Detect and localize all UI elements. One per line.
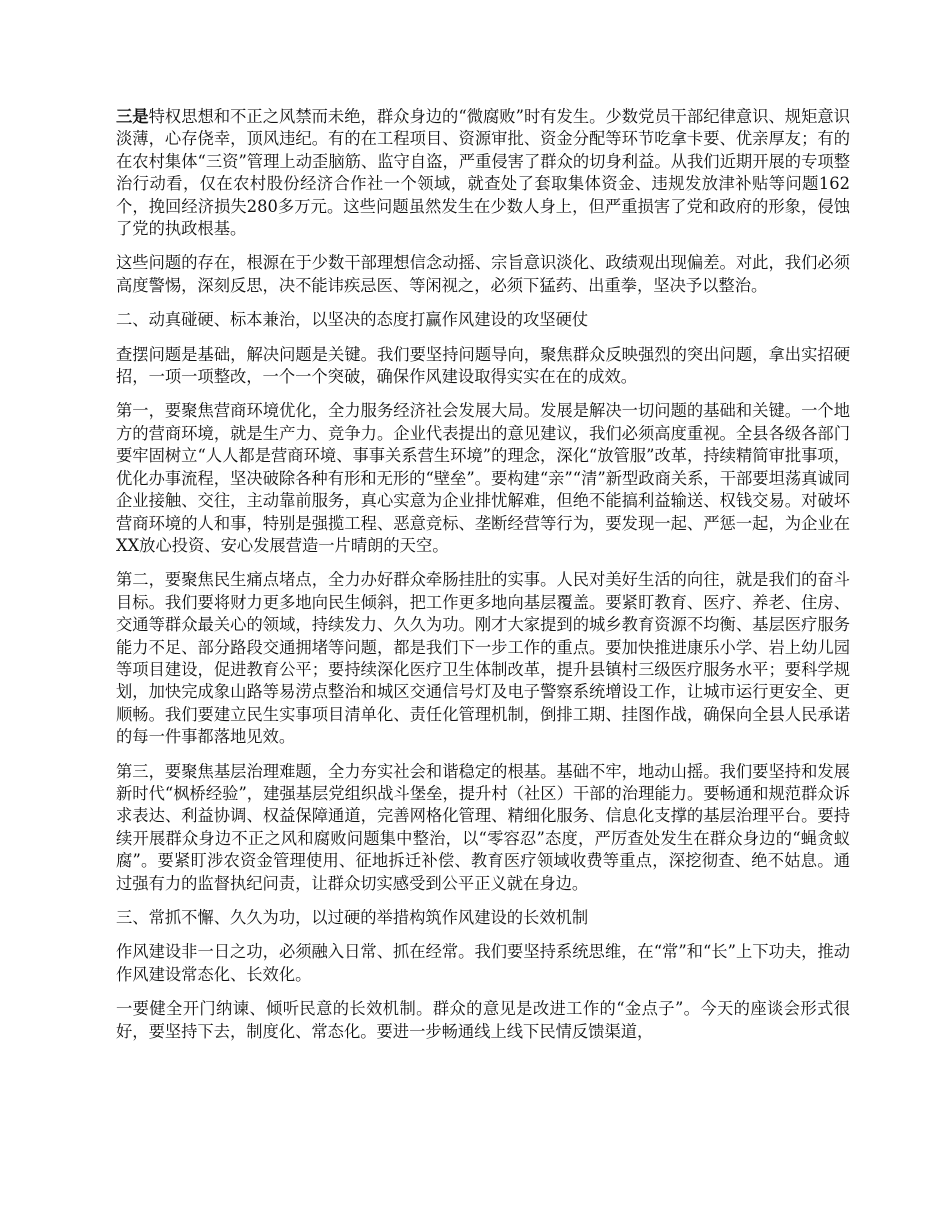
paragraph-livelihood: 第二，要聚焦民生痛点堵点，全力办好群众牵肠挂肚的实事。人民对美好生活的向往，就是我们的奋斗目标。我们要将财力更多地向民生倾斜，把工作更多地向基层覆盖。要紧盯教育、医疗、养老、住房、交通等群众最关心的领域，持续发力、久久为功。刚才大家提到的城乡教育资源不均衡、基层医疗服务能力不足、部分路段交通拥堵等问题，都是我们下一步工作的重点。要加快推进康乐小学、岩上幼儿园等项目建设，促进教育公平；要持续深化医疗卫生体制改革，提升县镇村三级医疗服务水平；要科学规划，加快完成象山路等易涝点整治和城区交通信号灯及电子警察系统增设工作，让城市运行更安全、更顺畅。我们要建立民生实事项目清单化、责任化管理机制，倒排工期、挂图作战，确保向全县人民承诺的每一件事都落地见效。: [116, 570, 850, 747]
section-heading-two: 二、动真碰硬、标本兼治，以坚决的态度打赢作风建设的攻坚硬仗: [116, 310, 589, 330]
paragraph-lead: 三是: [116, 107, 149, 126]
paragraph-root-causes: 这些问题的存在，根源在于少数干部理想信念动摇、宗旨意识淡化、政绩观出现偏差。对此，我们必须高度警惕，深刻反思，决不能讳疾忌医、等闲视之，必须下猛药、出重拳，坚决予以整治。: [116, 253, 850, 295]
paragraph-long-term: 作风建设非一日之功，必须融入日常、抓在经常。我们要坚持系统思维，在“常”和“长”上下功夫，推动作风建设常态化、长效化。: [116, 942, 850, 984]
paragraph-problem-orientation: 查摆问题是基础，解决问题是关键。我们要坚持问题导向，聚焦群众反映强烈的突出问题，拿出实招硬招，一项一项整改，一个一个突破，确保作风建设取得实实在在的成效。: [116, 344, 850, 387]
paragraph-business-environment: 第一，要聚焦营商环境优化，全力服务经济社会发展大局。发展是解决一切问题的基础和关键。一个地方的营商环境，就是生产力、竞争力。企业代表提出的意见建议，我们必须高度重视。全县各级各部门要牢固树立“人人都是营商环境、事事关系营生环境”的理念，深化“放管服”改革，持续精简审批事项，优化办事流程，坚决破除各种有形和无形的“壁垒”。要构建“亲”“清”新型政商关系，干部要坦荡真诚同企业接触、交往，主动靠前服务，真心实意为企业排忧解难，但绝不能搞利益输送、权钱交易。对破坏营商环境的人和事，特别是强揽工程、恶意竞标、垄断经营等行为，要发现一起、严惩一起，为企业在XX放心投资、安心发展营造一片晴朗的天空。: [116, 401, 850, 555]
paragraph-grassroots-governance: 第三，要聚焦基层治理难题，全力夯实社会和谐稳定的根基。基础不牢，地动山摇。我们要坚持和发展新时代“枫桥经验”，建强基层党组织战斗堡垒，提升村（社区）干部的治理能力。要畅通和规范群众诉求表达、利益协调、权益保障通道，完善网格化管理、精细化服务、信息化支撑的基层治理平台。要持续开展群众身边不正之风和腐败问题集中整治，以“零容忍”态度，严厉查处发生在群众身边的“蝇贪蚁腐”。要紧盯涉农资金管理使用、征地拆迁补偿、教育医疗领域收费等重点，深挖彻查、绝不姑息。通过强有力的监督执纪问责，让群众切实感受到公平正义就在身边。: [116, 761, 850, 893]
paragraph-text: 特权思想和不正之风禁而未绝，群众身边的“微腐败”时有发生。少数党员干部纪律意识、规矩意识淡薄，心存侥幸，顶风违纪。有的在工程项目、资源审批、资金分配等环节吃拿卡要、优亲厚友；有的在农村集体“三资”管理上动歪脑筋、监守自盗，严重侵害了群众的切身利益。从我们近期开展的专项整治行动看，仅在农村股份经济合作社一个领域，就查处了套取集体资金、违规发放津补贴等问题162个，挽回经济损失280多万元。这些问题虽然发生在少数人身上，但严重损害了党和政府的形象，侵蚀了党的执政根基。: [116, 107, 850, 239]
paragraph-privilege-problems: [116, 106, 850, 240]
paragraph-listen-to-people: 一要健全开门纳谏、倾听民意的长效机制。群众的意见是改进工作的“金点子”。今天的座谈会形式很好，要坚持下去，制度化、常态化。要进一步畅通线上线下民情反馈渠道，: [116, 999, 850, 1041]
document-body: [116, 106, 850, 1055]
section-heading-three: 三、常抓不懈、久久为功，以过硬的举措构筑作风建设的长效机制: [116, 908, 589, 927]
